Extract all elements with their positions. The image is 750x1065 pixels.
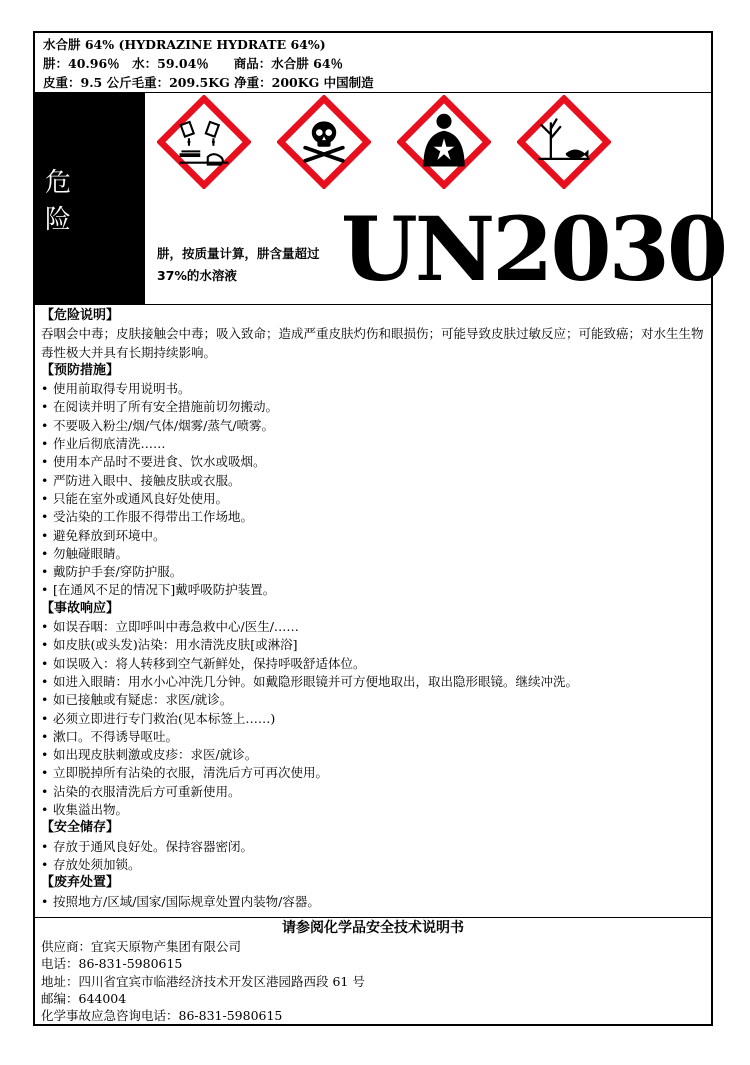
list-item-text: 使用前取得专用说明书。: [53, 381, 191, 397]
address: 地址：四川省宜宾市临港经济技术开发区港园路西段 61 号: [41, 973, 365, 989]
list-item: [41, 618, 705, 636]
list-item-text: 不要吸入粉尘/烟/气体/烟雾/蒸气/喷雾。: [53, 417, 275, 433]
bullet: •: [41, 399, 49, 415]
list-item-text: 如出现皮肤刺激或皮疹：求医/就诊。: [53, 747, 258, 763]
list-item-text: 戴防护手套/穿防护服。: [53, 564, 183, 580]
list-item: [41, 398, 705, 416]
composition-line: 肼：40.96％ 水：59.04％ 商品：水合肼 64％: [43, 56, 344, 71]
list-item: [41, 764, 705, 782]
response-list: [41, 618, 705, 819]
list-item: [41, 856, 705, 874]
label-footer: [35, 917, 711, 1024]
list-item-text: 使用本产品时不要进食、饮水或吸烟。: [53, 454, 266, 470]
bullet: •: [41, 838, 49, 854]
list-item-text: 漱口。不得诱导呕吐。: [53, 728, 179, 744]
bullet: •: [41, 417, 49, 433]
list-item-text: 收集溢出物。: [53, 802, 129, 818]
bullet: •: [41, 783, 49, 799]
list-item-text: 必须立即进行专门救治(见本标签上……): [53, 710, 276, 726]
bullet: •: [41, 436, 49, 452]
list-item-text: 在阅读并明了所有安全措施前切勿搬动。: [53, 399, 279, 415]
label-header: [35, 33, 711, 93]
bullet: •: [41, 545, 49, 561]
list-item-text: 避免释放到环境中。: [53, 527, 166, 543]
list-item: [41, 435, 705, 453]
list-item: [41, 728, 705, 746]
storage-list: [41, 838, 705, 875]
prevention-list: [41, 380, 705, 600]
list-item-text: 严防进入眼中、接触皮肤或衣服。: [53, 472, 241, 488]
label-body: [35, 305, 711, 911]
bullet: •: [41, 381, 49, 397]
hazard-panel: [35, 93, 726, 305]
section-title-disposal: 【废弃处置】: [41, 875, 120, 891]
sds-reference: 请参阅化学品安全技术说明书: [282, 920, 464, 936]
bullet: •: [41, 472, 49, 488]
hazard-label: [33, 31, 726, 1026]
bullet: •: [41, 655, 49, 671]
bullet: •: [41, 856, 49, 872]
list-item: [41, 380, 705, 398]
list-item-text: 如已接触或有疑虑：求医/就诊。: [53, 692, 233, 708]
disposal-list: [41, 893, 705, 911]
list-item: [41, 746, 705, 764]
list-item: [41, 472, 705, 490]
bullet: •: [41, 619, 49, 635]
list-item: [41, 490, 705, 508]
list-item: [41, 563, 705, 581]
signal-word: 危 险: [35, 93, 145, 304]
list-item-text: 按照地方/区域/国家/国际规章处置内装物/容器。: [53, 893, 320, 909]
weight-line: 皮重：9.5 公斤毛重：209.5KG 净重：200KG 中国制造: [43, 75, 374, 90]
bullet: •: [41, 802, 49, 818]
phone: 电话：86-831-5980615: [41, 956, 183, 972]
bullet: •: [41, 710, 49, 726]
list-item: [41, 417, 705, 435]
list-item: [41, 783, 705, 801]
health-hazard-icon: [397, 95, 491, 189]
list-item-text: [在通风不足的情况下]戴呼吸防护装置。: [53, 582, 276, 598]
bullet: •: [41, 454, 49, 470]
environment-icon: [517, 95, 611, 189]
bullet: •: [41, 564, 49, 580]
bullet: •: [41, 582, 49, 598]
list-item-text: 如误吞咽：立即呼叫中毒急救中心/医生/……: [53, 619, 299, 635]
list-item: [41, 673, 705, 691]
bullet: •: [41, 673, 49, 689]
list-item-text: 只能在室外或通风良好处使用。: [53, 490, 229, 506]
supplier: 供应商：宜宾天原物产集团有限公司: [41, 939, 242, 954]
section-title-response: 【事故响应】: [41, 600, 120, 616]
list-item: [41, 710, 705, 728]
list-item-text: 存放处须加锁。: [53, 856, 141, 872]
hazard-description: 肼，按质量计算，肼含量超过 37%的水溶液: [157, 246, 320, 283]
list-item: [41, 801, 705, 819]
corrosion-icon: [157, 95, 251, 189]
list-item: [41, 453, 705, 471]
list-item-text: 如进入眼睛：用水小心冲洗几分钟。如戴隐形眼镜并可方便地取出，取出隐形眼镜。继续冲洗。: [53, 673, 579, 689]
list-item-text: 受沾染的工作服不得带出工作场地。: [53, 509, 254, 525]
postcode: 邮编：644004: [41, 990, 127, 1006]
list-item: [41, 508, 705, 526]
list-item: [41, 527, 705, 545]
list-item-text: 立即脱掉所有沾染的衣服，清洗后方可再次使用。: [53, 765, 329, 781]
bullet: •: [41, 765, 49, 781]
list-item-text: 如误吸入：将人转移到空气新鲜处，保持呼吸舒适体位。: [53, 655, 366, 671]
section-title-storage: 【安全储存】: [41, 820, 120, 836]
bullet: •: [41, 893, 49, 909]
list-item: [41, 581, 705, 599]
list-item: [41, 838, 705, 856]
bullet: •: [41, 692, 49, 708]
list-item-text: 存放于通风良好处。保持容器密闭。: [53, 838, 254, 854]
list-item-text: 沾染的衣服清洗后方可重新使用。: [53, 783, 241, 799]
bullet: •: [41, 747, 49, 763]
list-item-text: 如皮肤(或头发)沾染：用水清洗皮肤[或淋浴]: [53, 637, 298, 653]
bullet: •: [41, 509, 49, 525]
list-item: [41, 545, 705, 563]
bullet: •: [41, 728, 49, 744]
hazard-statements-text: 吞咽会中毒；皮肤接触会中毒；吸入致命；造成严重皮肤灼伤和眼损伤；可能导致皮肤过敏反应；可能致癌；对水生生物毒性极大并具有长期持续影响。: [41, 326, 704, 360]
list-item-text: 勿触碰眼睛。: [53, 545, 129, 561]
list-item: [41, 691, 705, 709]
un-number: UN2030: [341, 197, 726, 301]
skull-crossbones-icon: [277, 95, 371, 189]
product-name: 水合肼 64% (HYDRAZINE HYDRATE 64%): [43, 37, 326, 52]
section-title-prevention: 【预防措施】: [41, 362, 120, 378]
bullet: •: [41, 490, 49, 506]
bullet: •: [41, 637, 49, 653]
list-item: [41, 636, 705, 654]
list-item-text: 作业后彻底清洗……: [53, 436, 166, 452]
bullet: •: [41, 527, 49, 543]
emergency-phone: 化学事故应急咨询电话：86-831-5980615: [41, 1008, 283, 1024]
list-item: [41, 893, 705, 911]
section-title-hazard-statements: 【危险说明】: [41, 308, 120, 323]
list-item: [41, 655, 705, 673]
